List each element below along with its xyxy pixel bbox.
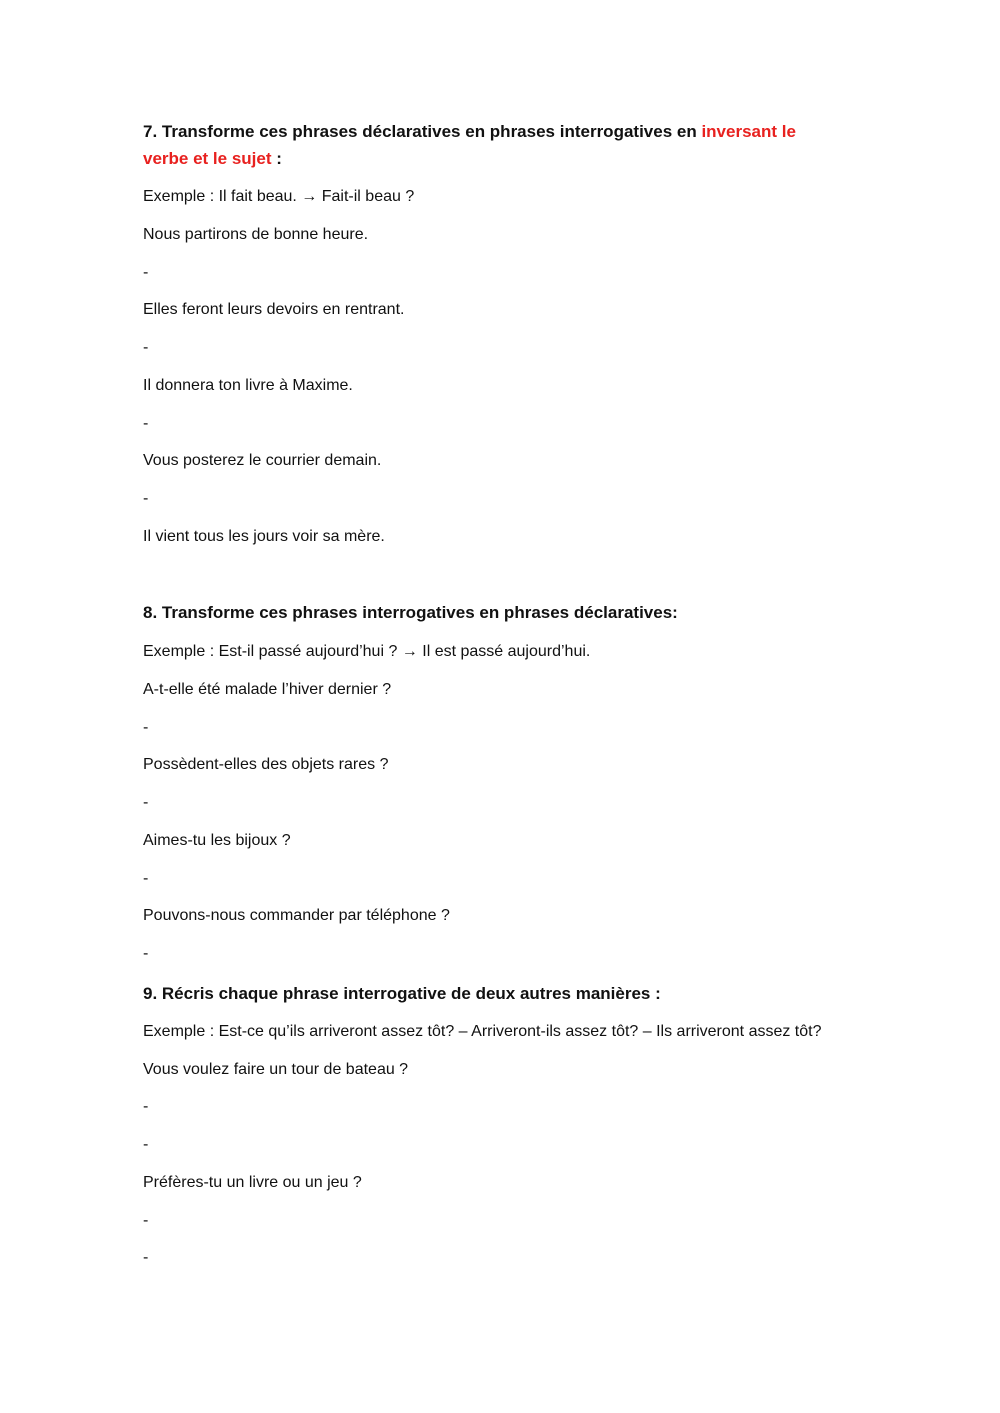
exercise-7-item-3: Il donnera ton livre à Maxime. [143,377,353,394]
exercise-9-item-1: Vous voulez faire un tour de bateau ? [143,1061,409,1078]
exercise-8-answer-line-2: - [143,794,149,811]
exercise-8-item-2: Possèdent-elles des objets rares ? [143,756,389,773]
exercise-9-answer-line-1b: - [143,1136,149,1153]
exercise-7-answer-line-2: - [143,339,149,356]
exercise-7-heading-highlight: inversant le verbe et le sujet [143,122,796,168]
exercise-7-heading-colon: : [271,149,282,168]
exercise-9-heading: 9. Récris chaque phrase interrogative de deux autres manières : [143,984,661,1003]
exercise-9-answer-line-2a: - [143,1212,149,1229]
exercise-7-heading-text: 7. Transforme ces phrases déclaratives en phrases interrogatives en [143,122,702,141]
exercise-7-answer-line-1: - [143,264,149,281]
exercise-8-item-3: Aimes-tu les bijoux ? [143,832,291,849]
exercise-9-answer-line-2b: - [143,1249,149,1266]
exercise-7-answer-line-3: - [143,415,149,432]
exercise-8-answer-line-4: - [143,945,149,962]
exercise-8-item-4: Pouvons-nous commander par téléphone ? [143,907,450,924]
exercise-8-answer-line-1: - [143,719,149,736]
exercise-9-item-2: Préfères-tu un livre ou un jeu ? [143,1174,362,1191]
exercise-7-item-4: Vous posterez le courrier demain. [143,452,382,469]
exercise-7-heading [143,118,833,172]
exercise-8-item-1: A-t-elle été malade l’hiver dernier ? [143,681,392,698]
exercise-7-item-2: Elles feront leurs devoirs en rentrant. [143,301,405,318]
exercise-8-answer-line-3: - [143,870,149,887]
exercise-7-answer-line-4: - [143,490,149,507]
exercise-9-answer-line-1a: - [143,1098,149,1115]
exercise-9-example: Exemple : Est-ce qu’ils arriveront assez tôt? – Arriveront-ils assez tôt? – Ils arriveront assez tôt? [143,1023,822,1040]
exercise-7-example: Exemple : Il fait beau. → Fait-il beau ? [143,188,415,205]
exercise-7-item-5: Il vient tous les jours voir sa mère. [143,528,385,545]
exercise-7-item-1: Nous partirons de bonne heure. [143,226,369,243]
exercise-8-heading: 8. Transforme ces phrases interrogatives en phrases déclaratives: [143,603,678,622]
exercise-8-example: Exemple : Est-il passé aujourd’hui ? → Il est passé aujourd’hui. [143,643,591,660]
